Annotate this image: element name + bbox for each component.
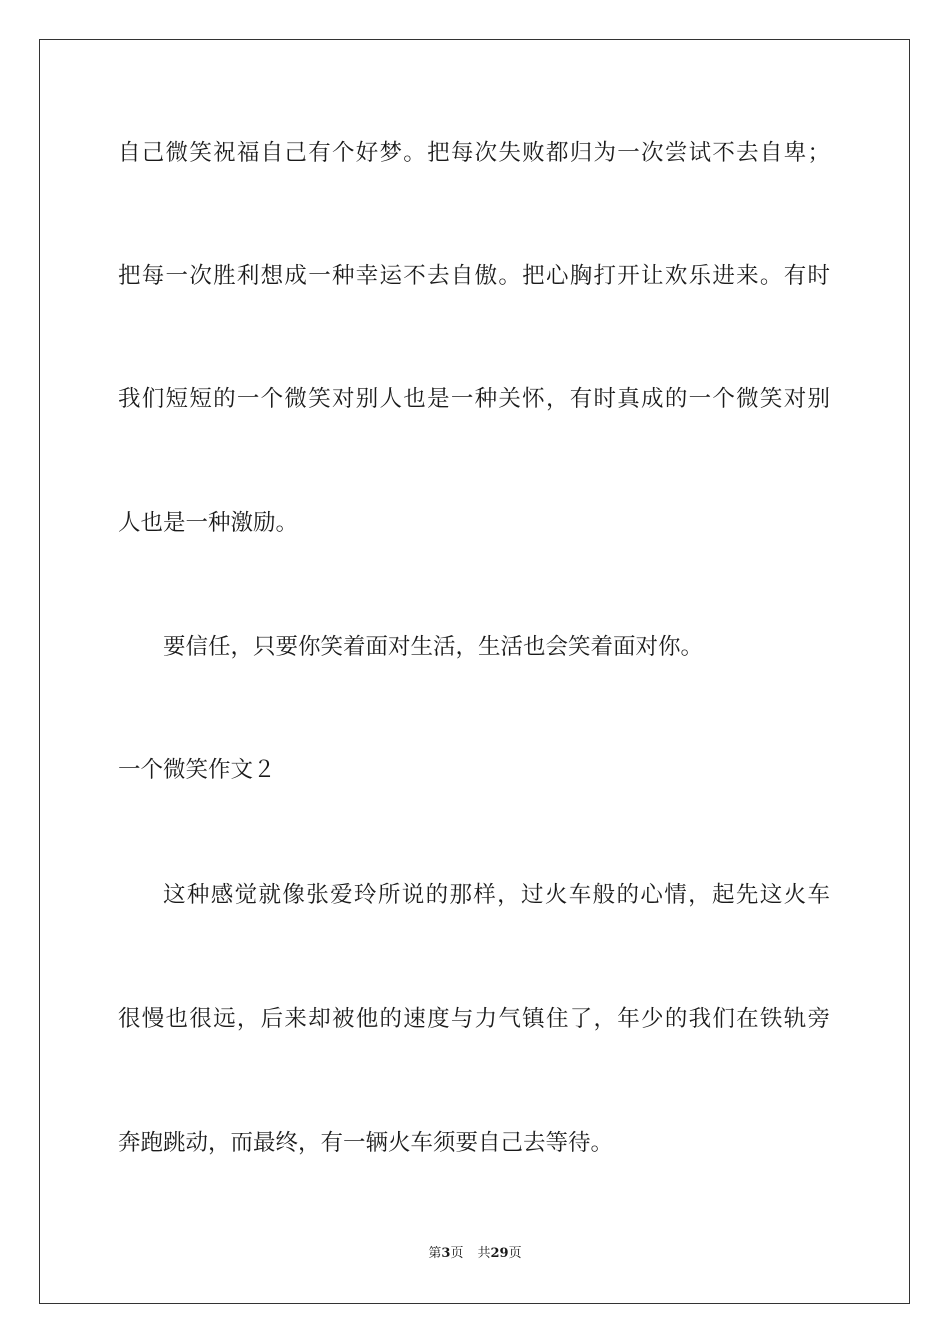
paragraph-line-4: 人也是一种激励。 — [118, 510, 299, 536]
total-prefix: 共 — [477, 1246, 491, 1261]
page-border — [39, 39, 910, 1304]
paragraph-line-9: 奔跑跳动，而最终，有一辆火车须要自己去等待。 — [118, 1130, 614, 1156]
paragraph-line-7: 这种感觉就像张爱玲所说的那样，过火车般的心情，起先这火车 — [163, 882, 830, 908]
total-pages: 29 — [490, 1246, 509, 1261]
total-suffix: 页 — [508, 1246, 522, 1261]
section-heading: 一个微笑作文２ — [118, 757, 276, 783]
page-number: 3 — [441, 1246, 451, 1261]
page-footer — [0, 1245, 950, 1263]
paragraph-line-1: 自己微笑祝福自己有个好梦。把每次失败都归为一次尝试不去自卑； — [118, 140, 830, 166]
page-prefix: 第 — [428, 1246, 442, 1261]
paragraph-line-8: 很慢也很远，后来却被他的速度与力气镇住了，年少的我们在铁轨旁 — [118, 1006, 830, 1032]
paragraph-line-5: 要信任，只要你笑着面对生活，生活也会笑着面对你。 — [163, 634, 704, 660]
paragraph-line-2: 把每一次胜利想成一种幸运不去自傲。把心胸打开让欢乐进来。有时 — [118, 263, 830, 289]
paragraph-line-3: 我们短短的一个微笑对别人也是一种关怀，有时真成的一个微笑对别 — [118, 386, 830, 412]
page-suffix: 页 — [450, 1246, 464, 1261]
